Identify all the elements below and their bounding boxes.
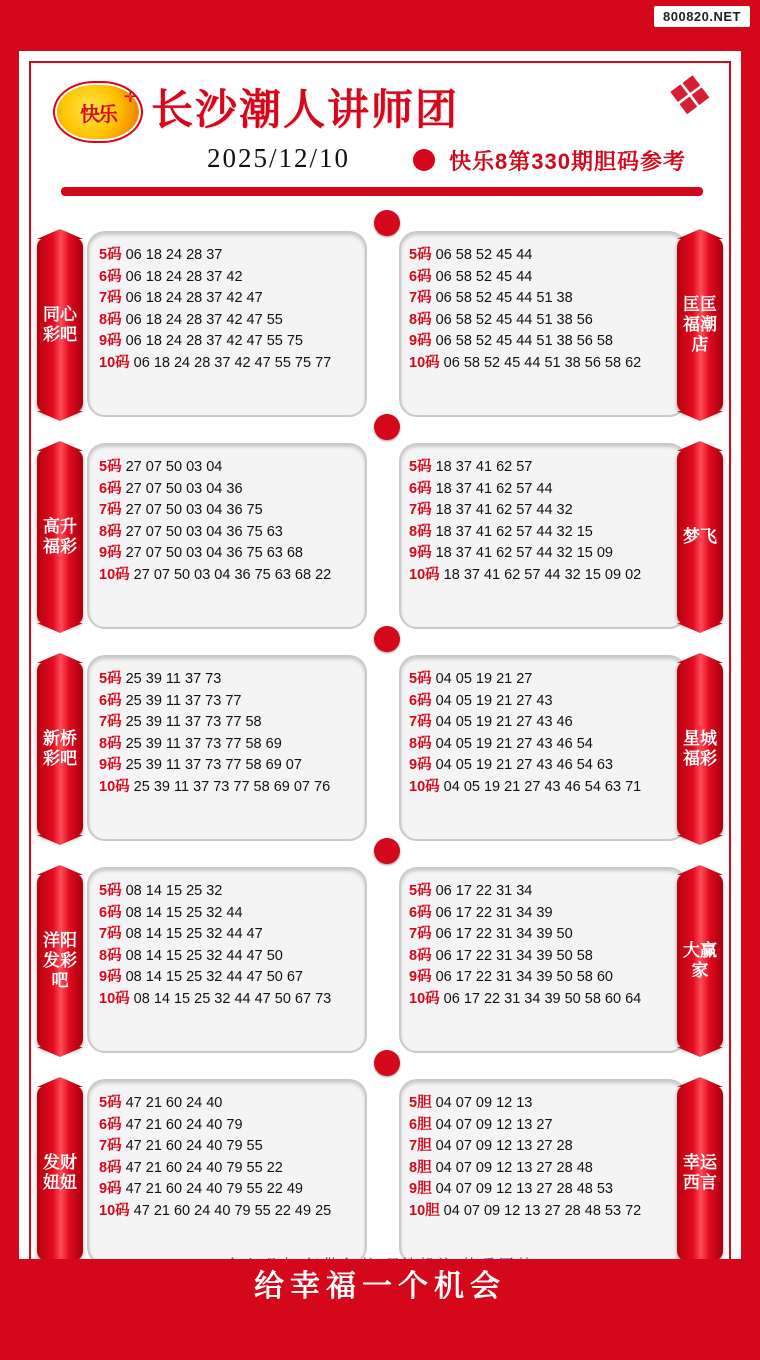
code-values: 18 37 41 62 57 44 32 15	[435, 523, 593, 540]
code-label: 5码	[409, 671, 432, 687]
code-label: 9码	[99, 545, 122, 561]
code-label: 8码	[99, 1159, 122, 1176]
forecast-lines-8	[99, 1093, 359, 1222]
code-label: 5码	[409, 883, 432, 899]
plus-cross-icon: ✛	[123, 89, 135, 106]
connector-dot	[374, 1050, 400, 1076]
code-values: 27 07 50 03 04	[125, 459, 223, 475]
code-values: 27 07 50 03 04 36 75 63 68	[125, 545, 303, 561]
code-label: 9码	[409, 757, 432, 773]
code-label: 5码	[99, 247, 122, 263]
code-label: 10码	[409, 354, 440, 371]
forecast-lines-4	[99, 669, 359, 798]
code-label: 5码	[409, 459, 432, 475]
code-values: 25 39 11 37 73 77 58	[125, 714, 262, 730]
code-values: 04 07 09 12 13	[435, 1095, 533, 1111]
page-title: 长沙潮人讲师团	[151, 85, 460, 134]
code-values: 06 58 52 45 44 51 38	[435, 290, 573, 306]
forecast-panel-6	[87, 867, 367, 1053]
poster-inner-frame	[29, 61, 731, 1297]
code-label: 7码	[409, 926, 432, 942]
code-values: 27 07 50 03 04 36	[125, 480, 243, 497]
code-label: 7码	[99, 926, 122, 942]
forecast-panel-4	[87, 655, 367, 841]
code-values: 06 58 52 45 44 51 38 56 58 62	[443, 354, 642, 371]
code-values: 27 07 50 03 04 36 75 63 68 22	[133, 566, 332, 583]
forecast-panel-1	[399, 231, 687, 417]
code-values: 04 05 19 21 27 43	[435, 692, 553, 709]
code-label: 7码	[409, 502, 432, 518]
forecast-lines-0	[99, 245, 359, 374]
happy-lottery-logo	[53, 81, 143, 143]
forecast-row	[31, 435, 729, 639]
code-values: 27 07 50 03 04 36 75 63	[125, 523, 283, 540]
code-values: 47 21 60 24 40 79 55 22 49 25	[133, 1202, 332, 1219]
code-values: 47 21 60 24 40 79 55	[125, 1138, 263, 1154]
source-tag-1: 匡匡福潮店	[677, 237, 723, 413]
code-values: 06 17 22 31 34	[435, 883, 533, 899]
forecast-lines-7	[409, 881, 679, 1010]
source-tag-2: 高升福彩	[37, 449, 83, 625]
code-label: 9码	[99, 969, 122, 985]
forecast-lines-5	[409, 669, 679, 798]
forecast-lines-6	[99, 881, 359, 1010]
code-values: 18 37 41 62 57 44	[435, 480, 553, 497]
date-bar	[181, 141, 701, 181]
code-values: 47 21 60 24 40 79 55 22	[125, 1159, 283, 1176]
code-label: 7码	[409, 714, 432, 730]
code-label: 9码	[99, 333, 122, 349]
code-values: 27 07 50 03 04 36 75	[125, 502, 263, 518]
code-label: 10码	[409, 778, 440, 795]
source-tag-0: 同心彩吧	[37, 237, 83, 413]
code-values: 08 14 15 25 32 44 47 50 67 73	[133, 990, 332, 1007]
code-values: 06 58 52 45 44	[435, 268, 533, 285]
code-values: 25 39 11 37 73 77	[125, 692, 242, 709]
connector-dot	[374, 626, 400, 652]
forecast-row	[31, 223, 729, 427]
code-values: 25 39 11 37 73 77 58 69 07 76	[133, 778, 331, 795]
source-tag-4: 新桥彩吧	[37, 661, 83, 837]
code-label: 7码	[99, 1138, 122, 1154]
code-label: 8码	[409, 523, 432, 540]
slogan-bar: 给幸福一个机会	[19, 1259, 741, 1307]
code-label: 6码	[409, 268, 432, 285]
code-label: 8码	[99, 735, 122, 752]
code-values: 06 58 52 45 44 51 38 56 58	[435, 333, 613, 349]
code-values: 25 39 11 37 73	[125, 671, 222, 687]
code-label: 9码	[99, 1181, 122, 1197]
code-label: 6码	[409, 904, 432, 921]
forecast-lines-3	[409, 457, 679, 586]
code-values: 18 37 41 62 57 44 32 15 09	[435, 545, 613, 561]
code-values: 08 14 15 25 32 44 47 50 67	[125, 969, 303, 985]
code-values: 06 18 24 28 37 42 47 55	[125, 311, 283, 328]
code-values: 18 37 41 62 57 44 32	[435, 502, 573, 518]
code-label: 6码	[99, 1116, 122, 1133]
code-values: 04 07 09 12 13 27	[435, 1116, 553, 1133]
code-label: 5码	[99, 1095, 122, 1111]
code-label: 8码	[409, 947, 432, 964]
code-label: 5胆	[409, 1095, 432, 1111]
code-label: 8码	[99, 311, 122, 328]
code-values: 18 37 41 62 57 44 32 15 09 02	[443, 566, 642, 583]
code-label: 8码	[99, 523, 122, 540]
code-values: 47 21 60 24 40	[125, 1095, 223, 1111]
code-label: 6码	[99, 268, 122, 285]
code-label: 7胆	[409, 1138, 432, 1154]
code-label: 9码	[409, 333, 432, 349]
code-label: 6胆	[409, 1116, 432, 1133]
code-values: 04 07 09 12 13 27 28 48 53	[435, 1181, 613, 1197]
forecast-lines-9	[409, 1093, 679, 1222]
code-label: 5码	[409, 247, 432, 263]
poster-sheet	[16, 48, 744, 1310]
issue-date: 2025/12/10	[207, 143, 351, 173]
code-values: 25 39 11 37 73 77 58 69 07	[125, 757, 302, 773]
code-label: 6码	[409, 480, 432, 497]
code-values: 06 17 22 31 34 39 50 58 60 64	[443, 990, 642, 1007]
code-label: 5码	[99, 459, 122, 475]
code-label: 6码	[99, 692, 122, 709]
code-label: 7码	[99, 290, 122, 306]
logo-text: 快乐	[80, 103, 116, 126]
code-values: 47 21 60 24 40 79	[125, 1116, 243, 1133]
connector-dot	[374, 210, 400, 236]
watermark: 800820.NET	[654, 6, 750, 27]
code-values: 08 14 15 25 32 44	[125, 904, 243, 921]
code-label: 5码	[99, 883, 122, 899]
source-tag-8: 发财妞妞	[37, 1085, 83, 1261]
code-label: 10码	[99, 354, 130, 371]
forecast-panel-2	[87, 443, 367, 629]
code-values: 04 05 19 21 27 43 46 54 63	[435, 757, 613, 773]
code-values: 08 14 15 25 32	[125, 883, 223, 899]
code-label: 8码	[409, 311, 432, 328]
code-label: 10码	[99, 566, 130, 583]
code-values: 47 21 60 24 40 79 55 22 49	[125, 1181, 303, 1197]
code-label: 7码	[99, 714, 122, 730]
code-values: 06 17 22 31 34 39 50 58 60	[435, 969, 613, 985]
forecast-lines-1	[409, 245, 679, 374]
code-label: 9胆	[409, 1181, 432, 1197]
code-label: 6码	[409, 692, 432, 709]
code-values: 08 14 15 25 32 44 47	[125, 926, 263, 942]
issue-subtitle: 快乐8第330期胆码参考	[449, 149, 686, 174]
code-label: 10码	[99, 1202, 130, 1219]
code-values: 06 18 24 28 37 42 47 55 75	[125, 333, 303, 349]
code-label: 10码	[409, 990, 440, 1007]
source-tag-3: 梦飞	[677, 449, 723, 625]
source-tag-9: 幸运西言	[677, 1085, 723, 1261]
code-label: 8胆	[409, 1159, 432, 1176]
code-label: 9码	[99, 757, 122, 773]
code-label: 9码	[409, 969, 432, 985]
code-label: 7码	[99, 502, 122, 518]
code-values: 04 05 19 21 27 43 46 54 63 71	[443, 778, 642, 795]
code-label: 8码	[99, 947, 122, 964]
code-values: 06 17 22 31 34 39 50 58	[435, 947, 593, 964]
code-label: 10码	[99, 778, 130, 795]
connector-dot	[374, 414, 400, 440]
code-values: 04 05 19 21 27 43 46	[435, 714, 573, 730]
code-values: 06 58 52 45 44	[435, 247, 533, 263]
code-values: 04 05 19 21 27 43 46 54	[435, 735, 593, 752]
code-values: 06 18 24 28 37	[125, 247, 223, 263]
forecast-lines-2	[99, 457, 359, 586]
source-tag-5: 星城福彩	[677, 661, 723, 837]
code-values: 04 07 09 12 13 27 28	[435, 1138, 573, 1154]
source-tag-6: 洋阳发彩吧	[37, 873, 83, 1049]
code-label: 6码	[99, 480, 122, 497]
forecast-panel-9	[399, 1079, 687, 1265]
forecast-panel-7	[399, 867, 687, 1053]
code-values: 04 07 09 12 13 27 28 48 53 72	[443, 1202, 642, 1219]
code-values: 06 18 24 28 37 42 47 55 75 77	[133, 354, 332, 371]
code-values: 08 14 15 25 32 44 47 50	[125, 947, 283, 964]
code-label: 7码	[409, 290, 432, 306]
forecast-row	[31, 859, 729, 1063]
code-label: 10码	[99, 990, 130, 1007]
forecast-panel-3	[399, 443, 687, 629]
code-label: 10胆	[409, 1202, 440, 1219]
code-values: 06 17 22 31 34 39	[435, 904, 553, 921]
code-label: 10码	[409, 566, 440, 583]
code-label: 6码	[99, 904, 122, 921]
forecast-row	[31, 1071, 729, 1275]
header-divider	[61, 187, 703, 196]
source-tag-7: 大赢家	[677, 873, 723, 1049]
poster-header	[31, 63, 729, 228]
forecast-panel-8	[87, 1079, 367, 1265]
code-values: 06 58 52 45 44 51 38 56	[435, 311, 593, 328]
code-values: 06 18 24 28 37 42	[125, 268, 243, 285]
forecast-row	[31, 647, 729, 851]
code-values: 04 07 09 12 13 27 28 48	[435, 1159, 593, 1176]
code-label: 8码	[409, 735, 432, 752]
divider-dot-icon	[413, 149, 435, 171]
dancer-ribbon-icon: ❖	[661, 63, 718, 130]
code-label: 9码	[409, 545, 432, 561]
code-values: 06 17 22 31 34 39 50	[435, 926, 573, 942]
connector-dot	[374, 838, 400, 864]
code-values: 06 18 24 28 37 42 47	[125, 290, 263, 306]
forecast-panel-5	[399, 655, 687, 841]
code-label: 5码	[99, 671, 122, 687]
code-values: 04 05 19 21 27	[435, 671, 533, 687]
forecast-grid	[31, 223, 729, 1237]
code-values: 18 37 41 62 57	[435, 459, 533, 475]
forecast-panel-0	[87, 231, 367, 417]
code-values: 25 39 11 37 73 77 58 69	[125, 735, 282, 752]
